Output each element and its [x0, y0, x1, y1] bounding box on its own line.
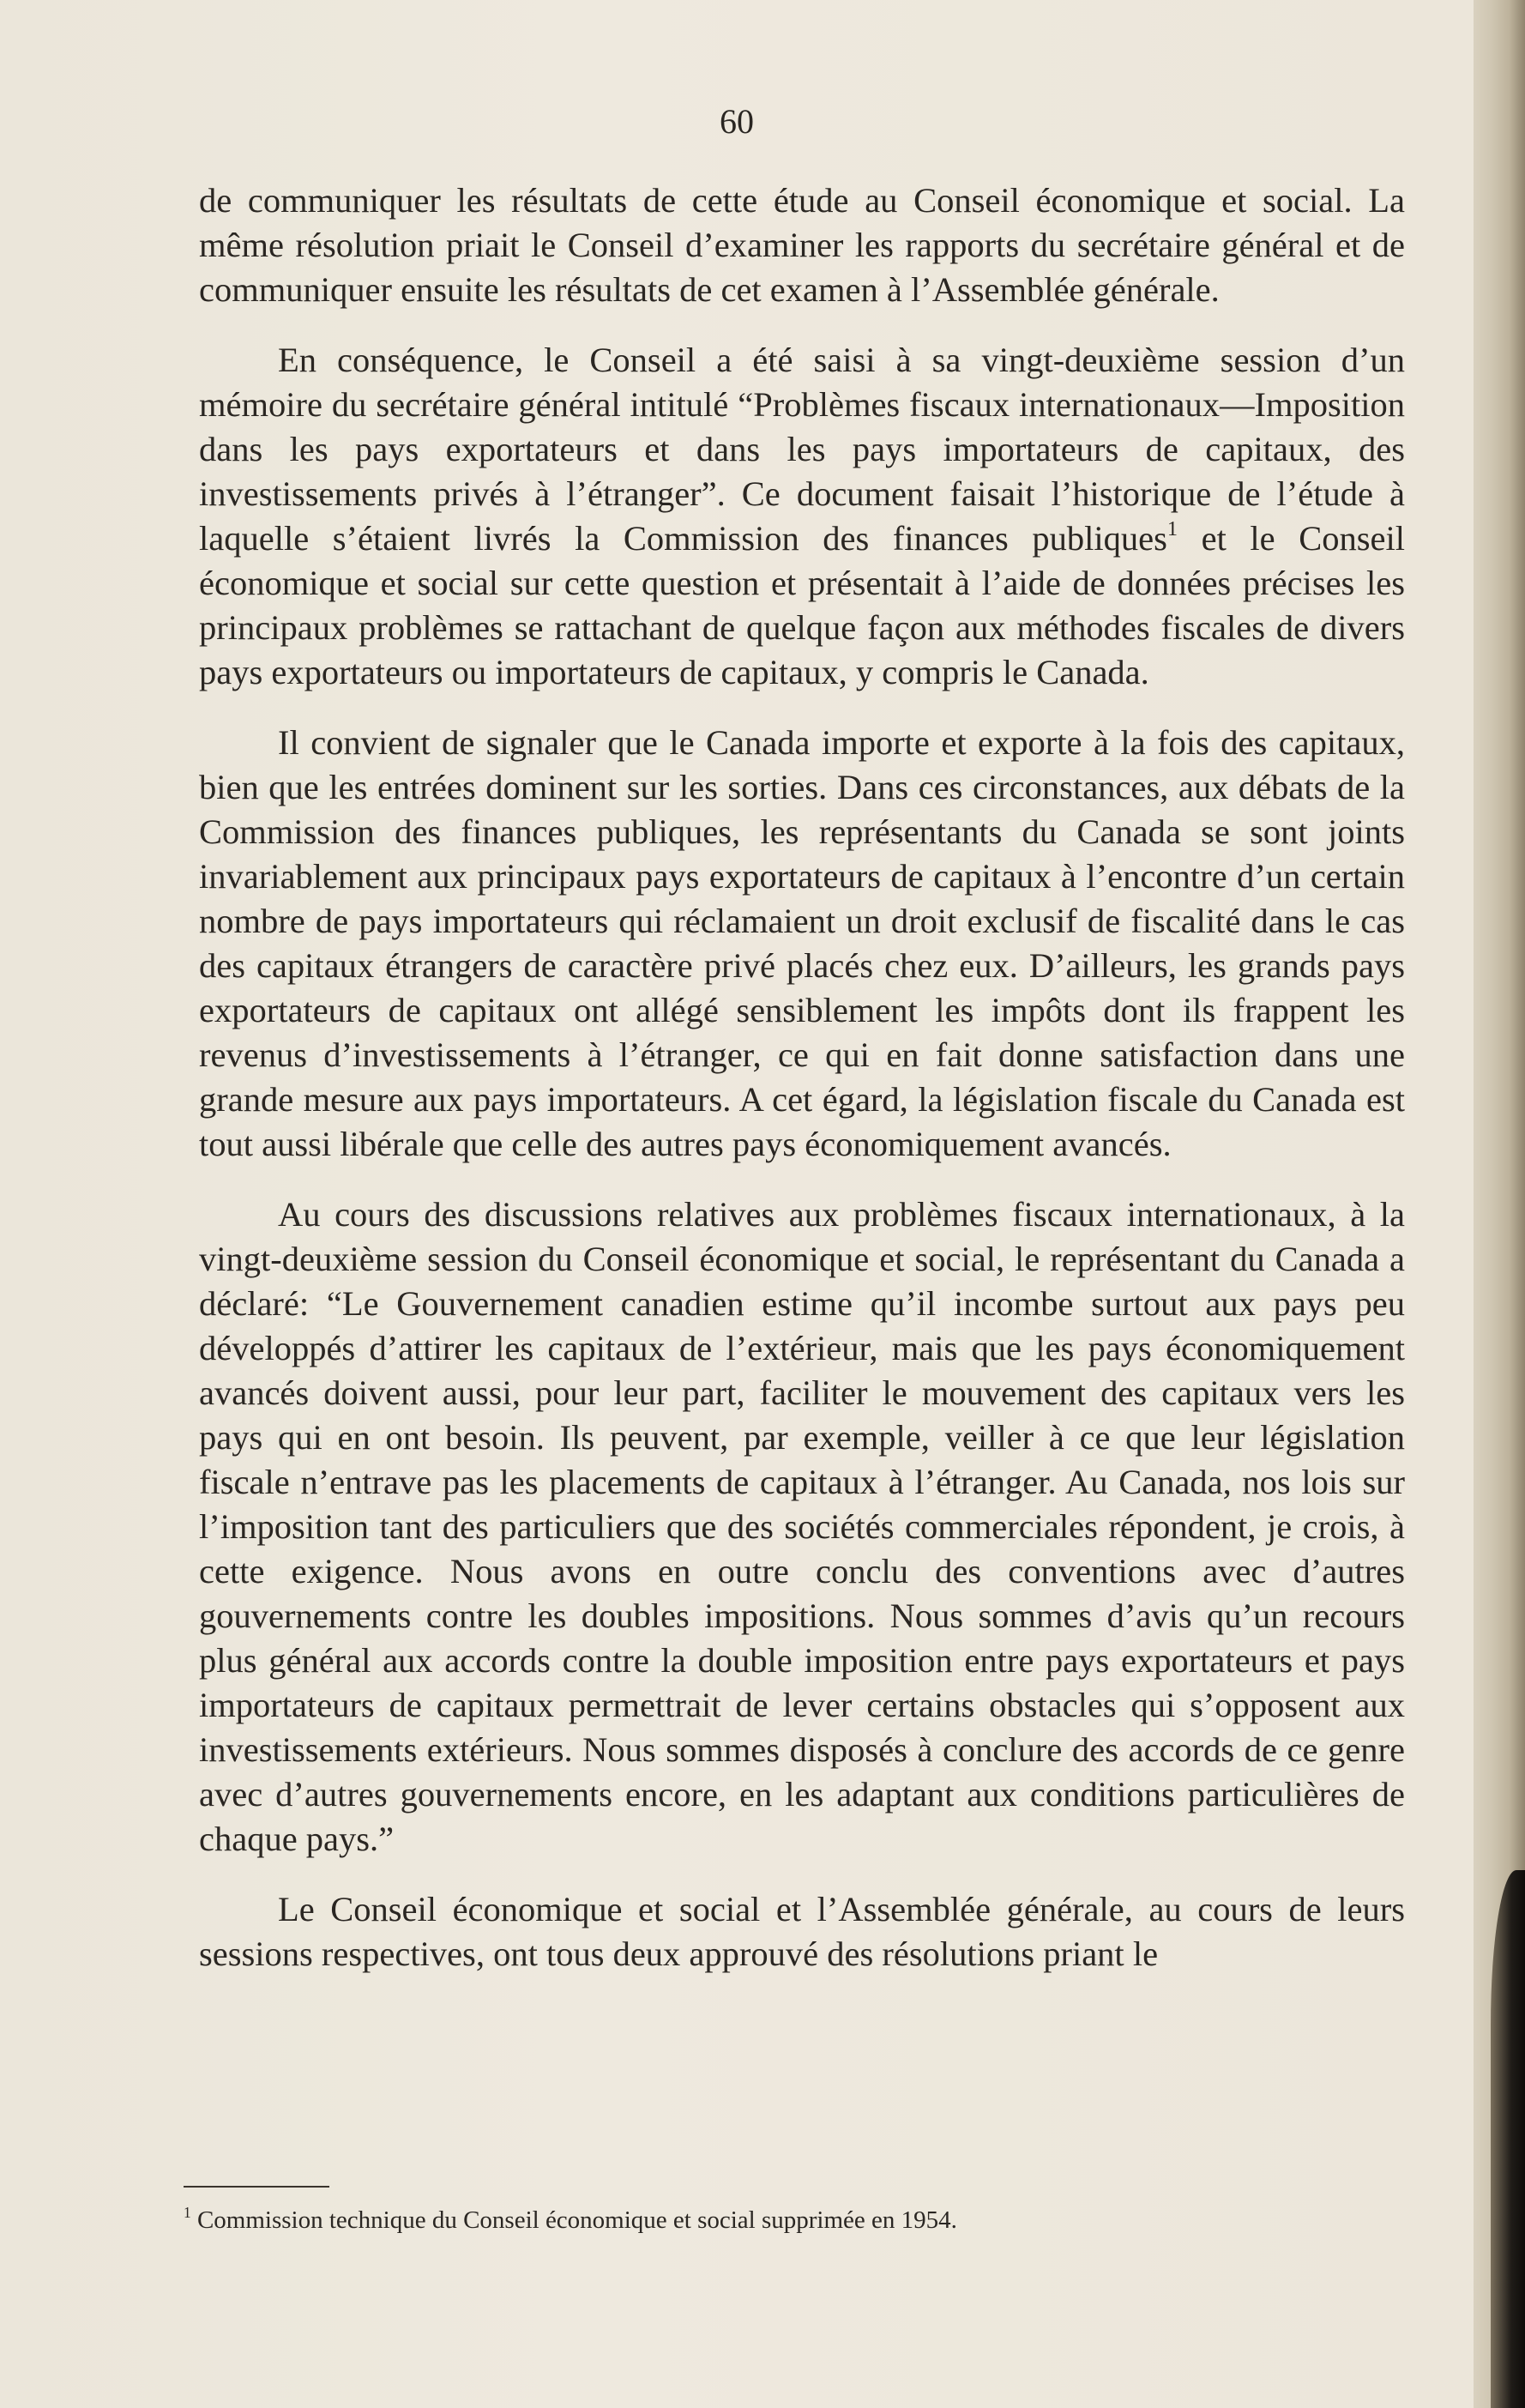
footnote-text: Commission technique du Conseil économique et social supprimée en 1954. — [190, 2206, 957, 2234]
body-text — [199, 178, 1405, 2002]
footnote — [184, 2203, 1384, 2237]
book-binding-shadow — [1491, 1870, 1525, 2408]
paragraph-2-part-1: En conséquence, le Conseil a été saisi à sa vingt-deuxième session d’un mémoire du secrétaire général intitulé “Problèmes fiscaux internationaux—Imposition dans les pays exportateurs et dans les pays importateurs de capitaux, des investissements privés à l’étranger”. Ce document faisait l’historique de l’étude à laquelle s’étaient livrés la Commission des finances publiques — [199, 341, 1405, 558]
paragraph-3: Il convient de signaler que le Canada importe et exporte à la fois des capitaux, bien que les entrées dominent sur les sorties. Dans ces circonstances, aux débats de la Commission des finances publiques, les représentants du Canada se sont joints invariablement aux principaux pays exportateurs de capitaux à l’encontre d’un certain nombre de pays importateurs qui réclamaient un droit exclusif de fiscalité dans le cas des capitaux étrangers de caractère privé placés chez eux. D’ailleurs, les grands pays exportateurs de capitaux ont allégé sensiblement les impôts dont ils frappent les revenus d’investissements à l’étranger, ce qui en fait donne satisfaction dans une grande mesure aux pays importateurs. A cet égard, la législation fiscale du Canada est tout aussi libérale que celle des autres pays économiquement avancés. — [199, 723, 1405, 1163]
paragraph-1: de communiquer les résultats de cette étude au Conseil économique et social. La même résolution priait le Conseil d’examiner les rapports du secrétaire général et de communiquer ensuite les résultats de cet examen à l’Assemblée générale. — [199, 181, 1405, 309]
paragraph-5: Le Conseil économique et social et l’Assemblée générale, au cours de leurs sessions respectives, ont tous deux approuvé des résolutions priant le — [199, 1890, 1405, 1973]
footnote-divider — [184, 2186, 329, 2188]
page-number: 60 — [720, 102, 754, 141]
footnote-reference: 1 — [1166, 517, 1178, 540]
paragraph-4: Au cours des discussions relatives aux problèmes fiscaux internationaux, à la vingt-deuxième session du Conseil économique et social, le représentant du Canada a déclaré: “Le Gouvernement canadien estime qu’il incombe surtout aux pays peu développés d’attirer les capitaux de l’extérieur, mais que les pays économiquement avancés doivent aussi, pour leur part, faciliter le mouvement des capitaux vers les pays qui en ont besoin. Ils peuvent, par exemple, veiller à ce que leur législation fiscale n’entrave pas les placements de capitaux à l’étranger. Au Canada, nos lois sur l’imposition tant des particuliers que des sociétés commerciales répondent, je crois, à cette exigence. Nous avons en outre conclu des conventions avec d’autres gouvernements contre les doubles impositions. Nous sommes d’avis qu’un recours plus général aux accords contre la double imposition entre pays exportateurs et pays importateurs de capitaux permettrait de lever certains obstacles qui s’opposent aux investissements extérieurs. Nous sommes disposés à conclure des accords de ce genre avec d’autres gouvernements encore, en les adaptant aux conditions particulières de chaque pays.” — [199, 1195, 1405, 1858]
paragraph-2 — [199, 338, 1405, 695]
footnote-marker: 1 — [184, 2203, 191, 2221]
paragraph-2-part-2: et le Conseil économique et social sur cette question et présentait à l’aide de données précises les principaux problèmes se rattachant de quelque façon aux méthodes fiscales de divers pays exportateurs ou importateurs de capitaux, y compris le Canada. — [199, 519, 1405, 691]
